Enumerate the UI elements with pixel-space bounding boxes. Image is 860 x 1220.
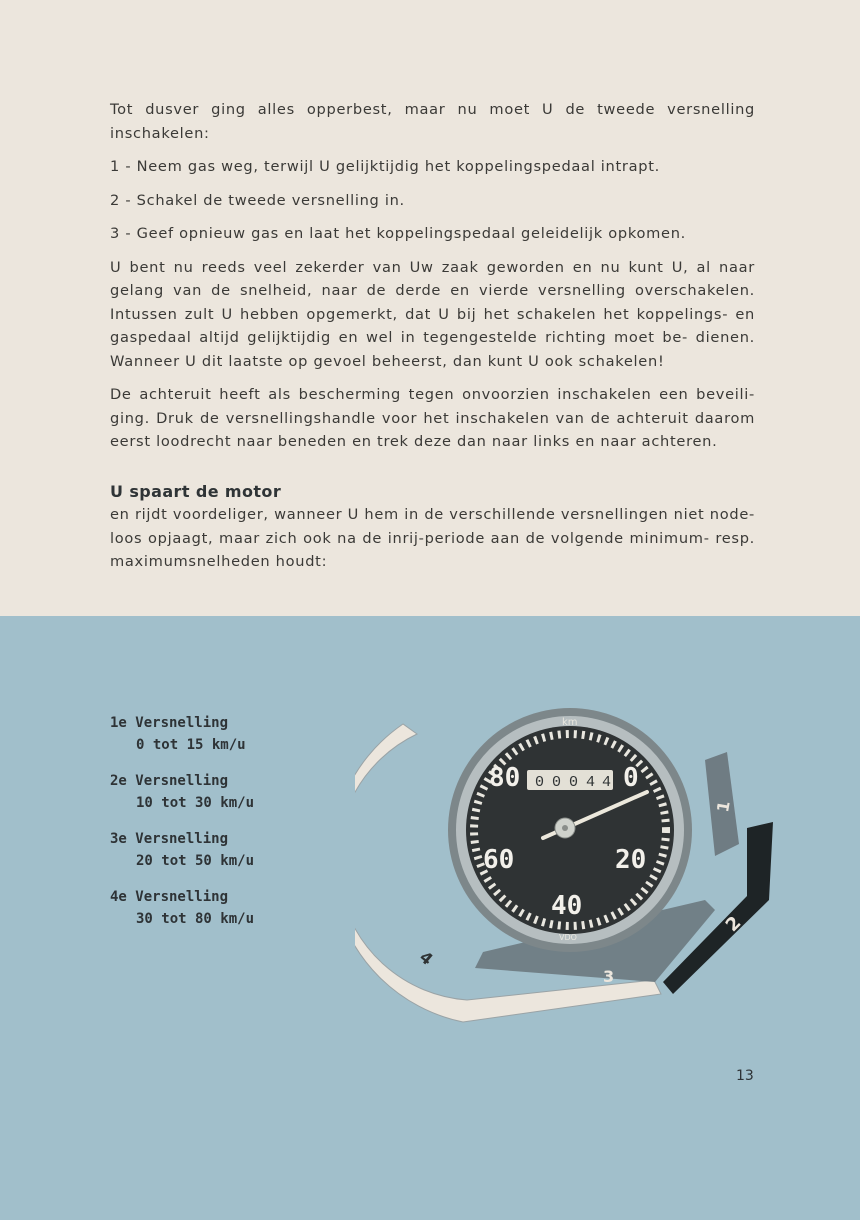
step-2: 2 - Schakel de tweede versnelling in. bbox=[110, 191, 405, 209]
odometer-digit: 0 bbox=[552, 774, 562, 791]
gear-band-label-3: 3 bbox=[603, 967, 615, 986]
gear-item bbox=[110, 828, 280, 872]
gear-range: 30 tot 80 km/u bbox=[136, 911, 255, 927]
gear-range: 10 tot 30 km/u bbox=[136, 795, 255, 811]
body-text bbox=[110, 98, 755, 584]
scale-label-60: 60 bbox=[483, 845, 515, 875]
gear-name: 1e Versnelling bbox=[110, 715, 229, 731]
shifting-paragraph: U bent nu reeds veel zekerder van Uw zaak geworden en nu kunt U, al naar gelang van de snelheid, naar de derde en vierde versnelling overschakelen. Intussen zult U hebben opgemerkt, dat U bij het schakelen het koppelings- en gaspedaal altijd gelijktijdig en wel in tegengestelde richting moet be- dienen. Wanneer U dit laatste op gevoel beheerst, dan kunt U ook schakelen! bbox=[110, 258, 755, 370]
scale-label-0: 0 bbox=[623, 763, 639, 793]
gear-band-label-1: 1 bbox=[713, 799, 734, 814]
gear-band-label-2: 2 bbox=[721, 912, 746, 937]
gear-name: 4e Versnelling bbox=[110, 889, 229, 905]
gear-item bbox=[110, 712, 280, 756]
odometer-digit: 4 bbox=[586, 774, 596, 791]
odometer-digit: 0 bbox=[569, 774, 579, 791]
reverse-paragraph: De achteruit heeft als bescherming tegen onvoorzien inschakelen een beveili- ging. Druk de versnellingshandle voor het inschakelen van de achteruit daarom eerst loodrecht naar beneden en trek deze dan naar links en naar achteren. bbox=[110, 386, 755, 450]
gear-speed-list bbox=[110, 712, 280, 944]
intro-paragraph: Tot dusver ging alles opperbest, maar nu moet U de tweede versnelling inschakelen: bbox=[110, 101, 755, 142]
gear-range: 0 tot 15 km/u bbox=[136, 737, 246, 753]
gear-name: 2e Versnelling bbox=[110, 773, 229, 789]
section-paragraph: en rijdt voordeliger, wanneer U hem in de verschillende versnellingen niet node- loos opjaagt, maar zich ook na de inrij-periode aan de volgende minimum- resp. maximumsnelheden houdt: bbox=[110, 506, 755, 570]
step-1: 1 - Neem gas weg, terwijl U gelijktijdig het koppelingspedaal intrapt. bbox=[110, 158, 660, 175]
speedometer-illustration bbox=[355, 700, 785, 1060]
gear-name: 3e Versnelling bbox=[110, 831, 229, 847]
page-number: 13 bbox=[736, 1068, 754, 1084]
step-3: 3 - Geef opnieuw gas en laat het koppelingspedaal geleidelijk opkomen. bbox=[110, 225, 687, 242]
brand-label: VDO bbox=[559, 933, 577, 942]
gear-band-label-4: 4 bbox=[415, 947, 437, 969]
gear-range: 20 tot 50 km/u bbox=[136, 853, 255, 869]
scale-label-40: 40 bbox=[551, 891, 583, 921]
scale-label-80: 80 bbox=[489, 763, 521, 793]
section-title: U spaart de motor bbox=[110, 481, 282, 501]
scale-label-20: 20 bbox=[615, 845, 647, 875]
gear-item bbox=[110, 770, 280, 814]
odometer-digit: 0 bbox=[535, 774, 545, 791]
gear-item bbox=[110, 886, 280, 930]
unit-label: km bbox=[562, 717, 578, 728]
odometer-digit: 4 bbox=[602, 774, 612, 791]
